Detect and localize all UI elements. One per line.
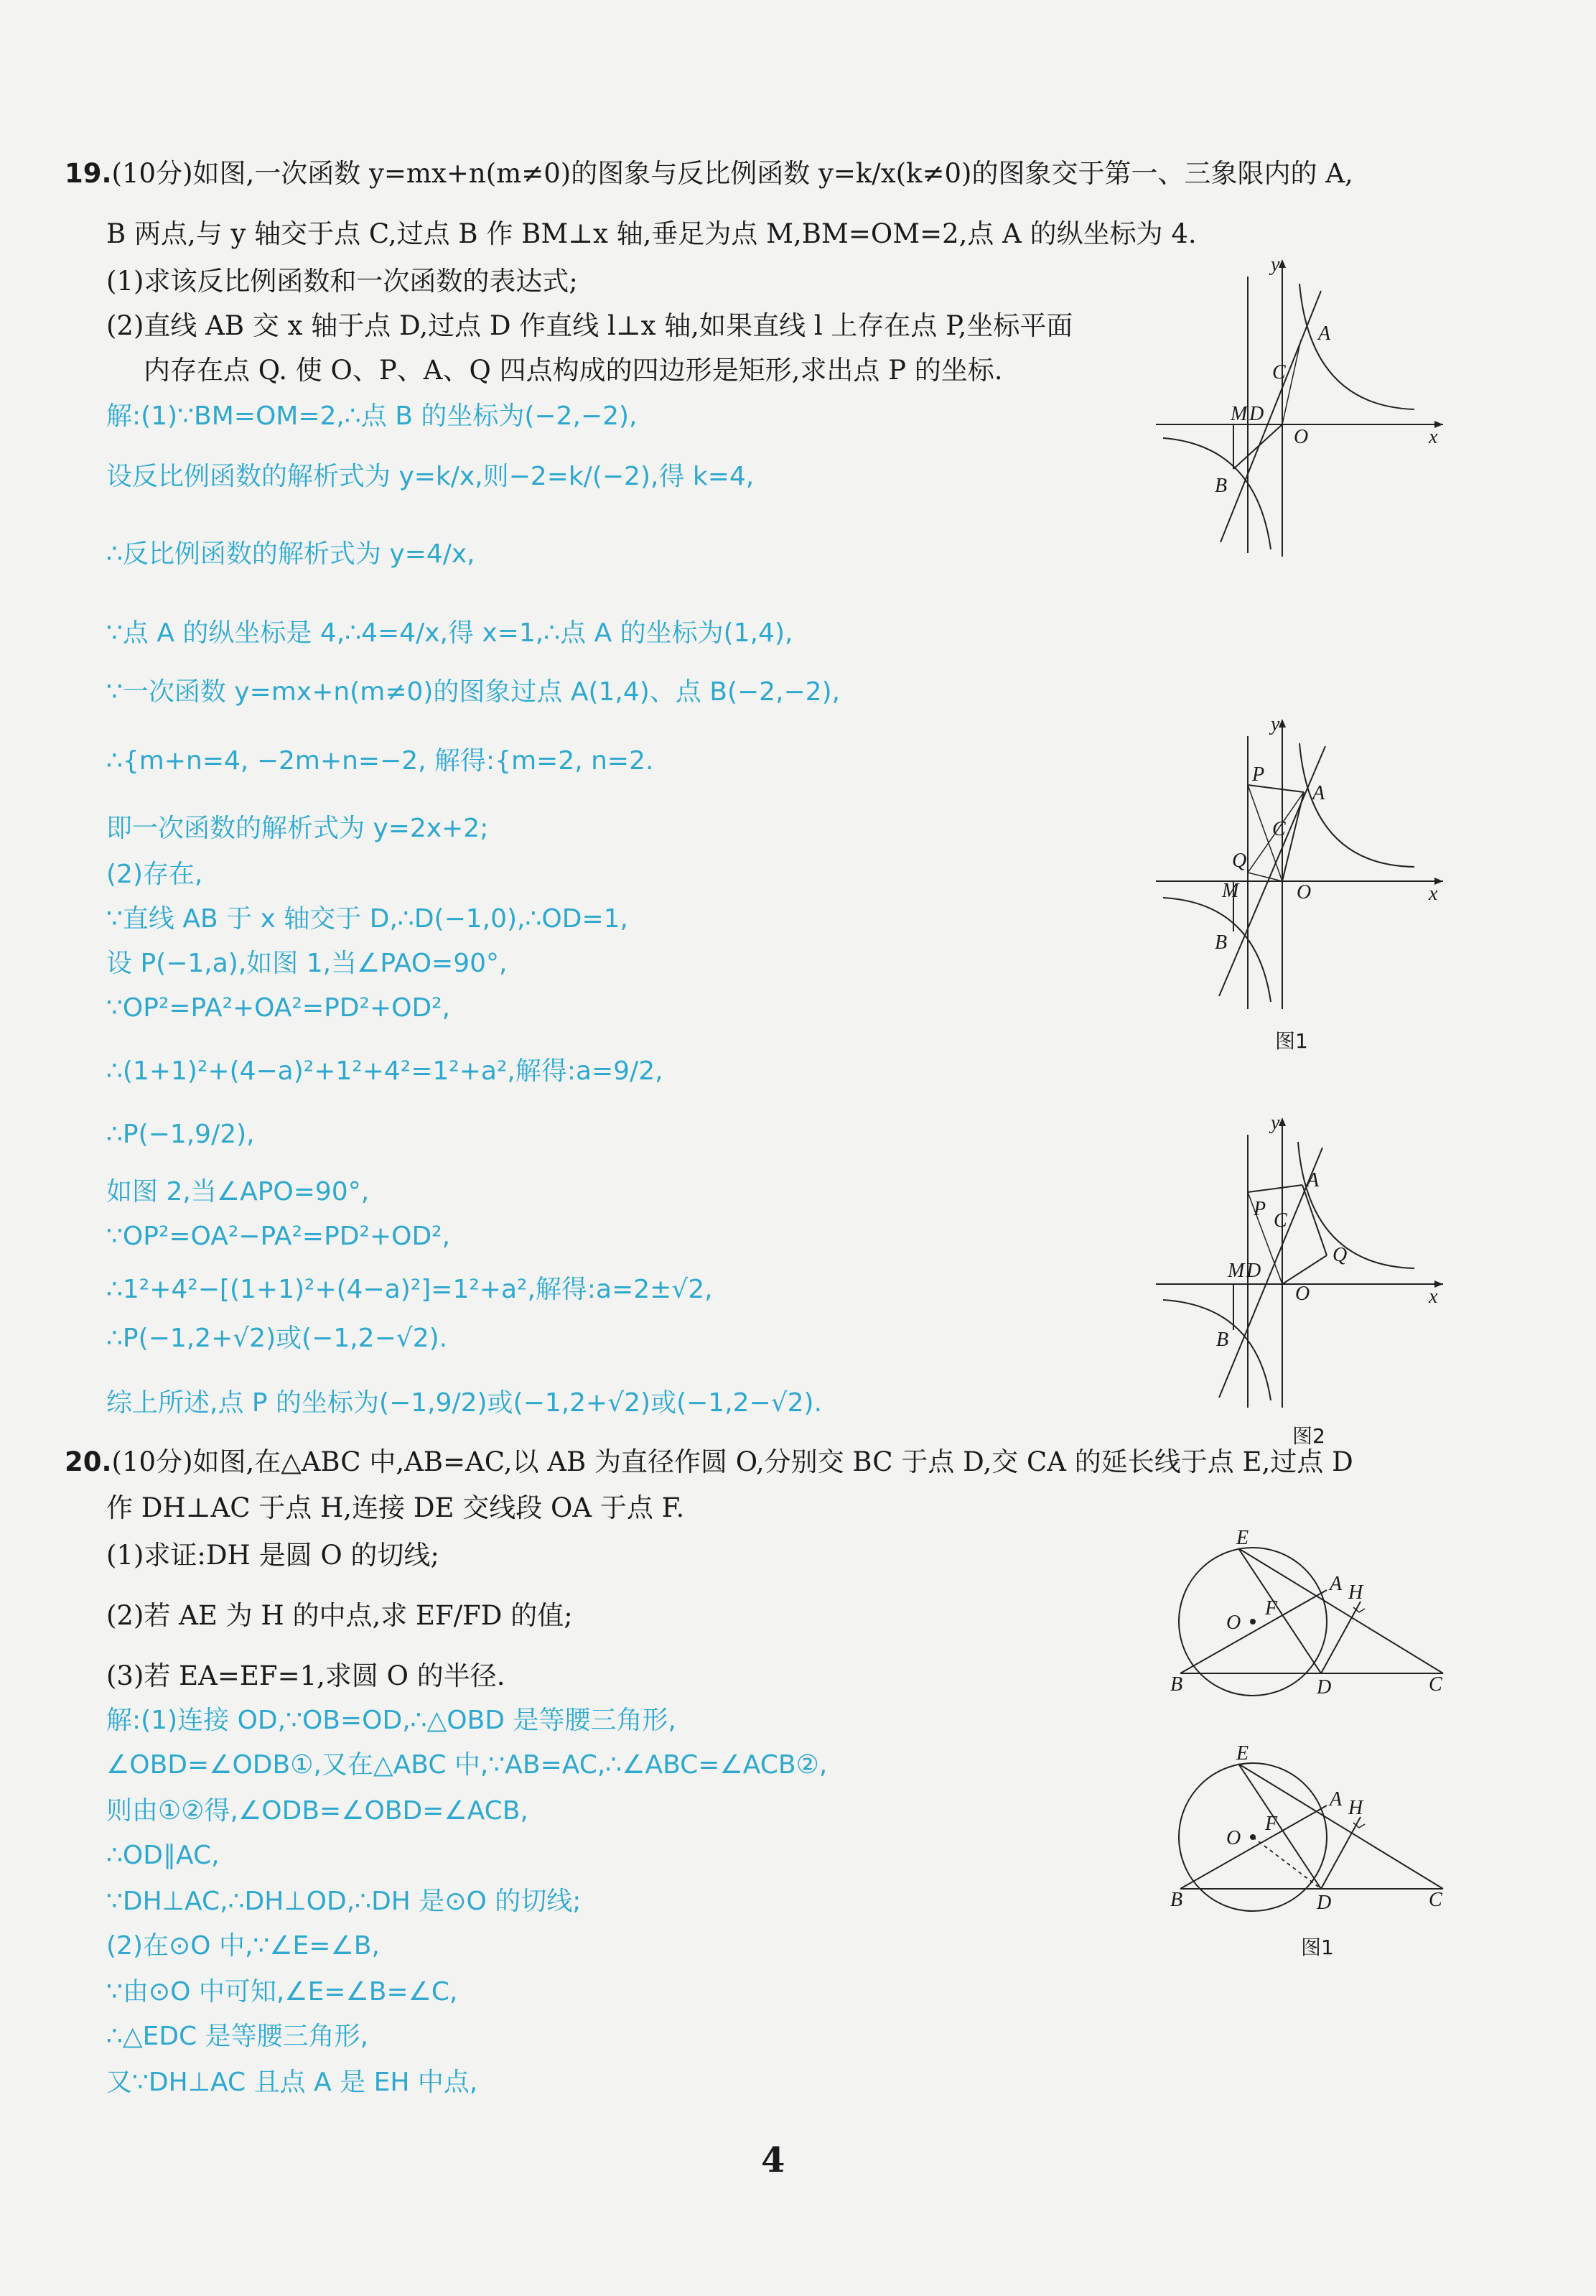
q19-line-3: (1)求该反比例函数和一次函数的表达式; — [106, 266, 578, 297]
svg-text:E: E — [1236, 1530, 1249, 1549]
q19-ans-3: ∴反比例函数的解析式为 y=4/x, — [106, 539, 475, 569]
q20-ans-4: ∴OD∥AC, — [106, 1841, 220, 1870]
svg-text:B: B — [1170, 1673, 1183, 1696]
q20-number: 20. — [65, 1446, 112, 1477]
svg-text:C: C — [1429, 1673, 1442, 1696]
q19-ans-11: ∵OP²=PA²+OA²=PD²+OD², — [106, 993, 451, 1023]
q19-ans-10: 设 P(−1,a),如图 1,当∠PAO=90°, — [106, 949, 508, 978]
q19-ans-17: ∴P(−1,2+√2)或(−1,2−√2). — [106, 1324, 448, 1353]
q20-line-2: 作 DH⊥AC 于点 H,连接 DE 交线段 OA 于点 F. — [106, 1492, 685, 1523]
q20-figure-main — [1170, 1530, 1457, 1702]
svg-text:C: C — [1272, 361, 1286, 384]
q20-figure-1-caption: 图1 — [1301, 1935, 1334, 1959]
q20-stem-1: (10分)如图,在△ABC 中,AB=AC,以 AB 为直径作圆 O,分别交 BC 于点 D,交 CA 的延长线于点 E,过点 D — [111, 1446, 1353, 1477]
svg-text:A: A — [1330, 1788, 1343, 1811]
q19-line-1 — [65, 157, 1353, 191]
svg-text:B: B — [1170, 1889, 1183, 1911]
svg-text:A: A — [1318, 322, 1331, 345]
svg-text:D: D — [1249, 403, 1264, 425]
q19-number: 19. — [65, 158, 112, 189]
q20-ans-9: 又∵DH⊥AC 且点 A 是 EH 中点, — [106, 2068, 478, 2097]
svg-text:B: B — [1215, 475, 1228, 497]
svg-text:D: D — [1317, 1892, 1332, 1914]
q19-ans-13: ∴P(−1,9/2), — [106, 1120, 255, 1149]
svg-text:C: C — [1272, 818, 1286, 840]
svg-text:y: y — [1271, 1113, 1280, 1134]
svg-text:A: A — [1312, 782, 1325, 804]
svg-text:C: C — [1274, 1209, 1287, 1232]
q20-ans-7: ∵由⊙O 中可知,∠E=∠B=∠C, — [106, 1977, 458, 2007]
svg-text:y: y — [1271, 715, 1280, 735]
q19-figure-2-caption: 图2 — [1292, 1424, 1325, 1448]
svg-text:D: D — [1317, 1676, 1332, 1698]
q19-ans-18: 综上所述,点 P 的坐标为(−1,9/2)或(−1,2+√2)或(−1,2−√2). — [106, 1388, 823, 1418]
q20-figure-1 — [1170, 1745, 1457, 1918]
svg-text:Q: Q — [1333, 1244, 1348, 1266]
q20-line-1 — [65, 1445, 1353, 1479]
q19-ans-12: ∴(1+1)²+(4−a)²+1²+4²=1²+a²,解得:a=9/2, — [106, 1056, 663, 1086]
svg-text:x: x — [1429, 883, 1438, 905]
svg-text:E: E — [1236, 1745, 1249, 1765]
q19-ans-15: ∵OP²=OA²−PA²=PD²+OD², — [106, 1222, 451, 1251]
svg-text:Q: Q — [1232, 850, 1247, 872]
svg-text:M: M — [1231, 403, 1248, 425]
q20-line-5: (3)若 EA=EF=1,求圆 O 的半径. — [106, 1660, 505, 1691]
q19-figure-1 — [1156, 715, 1450, 1016]
svg-text:F: F — [1265, 1597, 1278, 1619]
q20-line-4: (2)若 AE 为 H 的中点,求 EF/FD 的值; — [106, 1600, 573, 1631]
svg-text:M: M — [1222, 880, 1239, 902]
svg-text:H: H — [1348, 1581, 1363, 1604]
svg-text:D: D — [1246, 1260, 1261, 1282]
svg-text:H: H — [1348, 1797, 1363, 1819]
q19-line-5: 内存在点 Q. 使 O、P、A、Q 四点构成的四边形是矩形,求出点 P 的坐标. — [144, 355, 1003, 386]
q19-ans-4: ∵点 A 的纵坐标是 4,∴4=4/x,得 x=1,∴点 A 的坐标为(1,4), — [106, 618, 793, 648]
svg-text:x: x — [1429, 1286, 1438, 1308]
svg-text:O: O — [1294, 426, 1309, 448]
q19-figure-2 — [1156, 1113, 1450, 1415]
svg-text:x: x — [1429, 426, 1438, 448]
svg-text:F: F — [1265, 1813, 1278, 1835]
svg-text:A: A — [1330, 1573, 1343, 1595]
q19-line-4: (2)直线 AB 交 x 轴于点 D,过点 D 作直线 l⊥x 轴,如果直线 l 上存在点 P,坐标平面 — [106, 310, 1073, 341]
svg-text:y: y — [1271, 255, 1280, 276]
svg-text:O: O — [1226, 1612, 1241, 1634]
q19-figure-1-caption: 图1 — [1275, 1029, 1308, 1053]
q19-figure-main — [1156, 255, 1450, 564]
q19-line-2: B 两点,与 y 轴交于点 C,过点 B 作 BM⊥x 轴,垂足为点 M,BM=OM=2,点 A 的纵坐标为 4. — [106, 218, 1197, 249]
q19-ans-8: (2)存在, — [106, 860, 203, 889]
q20-line-3: (1)求证:DH 是圆 O 的切线; — [106, 1540, 439, 1571]
q20-ans-2: ∠OBD=∠ODB①,又在△ABC 中,∵AB=AC,∴∠ABC=∠ACB②, — [106, 1750, 828, 1780]
svg-text:M: M — [1228, 1260, 1245, 1282]
q19-ans-9: ∵直线 AB 于 x 轴交于 D,∴D(−1,0),∴OD=1, — [106, 904, 628, 934]
q19-ans-5: ∵一次函数 y=mx+n(m≠0)的图象过点 A(1,4)、点 B(−2,−2), — [106, 677, 841, 707]
svg-text:O: O — [1226, 1827, 1241, 1849]
q20-ans-6: (2)在⊙O 中,∵∠E=∠B, — [106, 1931, 380, 1961]
svg-text:B: B — [1216, 1329, 1229, 1351]
q20-ans-3: 则由①②得,∠ODB=∠OBD=∠ACB, — [106, 1796, 528, 1826]
svg-text:B: B — [1215, 931, 1228, 954]
q19-ans-2: 设反比例函数的解析式为 y=k/x,则−2=k/(−2),得 k=4, — [106, 462, 755, 491]
q19-ans-1: 解:(1)∵BM=OM=2,∴点 B 的坐标为(−2,−2), — [106, 401, 638, 431]
q20-ans-5: ∵DH⊥AC,∴DH⊥OD,∴DH 是⊙O 的切线; — [106, 1887, 582, 1916]
q20-ans-8: ∴△EDC 是等腰三角形, — [106, 2022, 369, 2051]
q19-ans-14: 如图 2,当∠APO=90°, — [106, 1177, 370, 1207]
q20-ans-1: 解:(1)连接 OD,∵OB=OD,∴△OBD 是等腰三角形, — [106, 1706, 676, 1735]
q19-ans-7: 即一次函数的解析式为 y=2x+2; — [106, 814, 489, 843]
svg-text:P: P — [1254, 1198, 1266, 1220]
svg-text:A: A — [1307, 1169, 1320, 1191]
page-number: 4 — [761, 2140, 785, 2180]
svg-text:O: O — [1295, 1283, 1310, 1305]
q19-ans-6: ∴{m+n=4, −2m+n=−2, 解得:{m=2, n=2. — [106, 746, 654, 776]
svg-text:C: C — [1429, 1889, 1442, 1911]
q19-ans-16: ∴1²+4²−[(1+1)²+(4−a)²]=1²+a²,解得:a=2±√2, — [106, 1275, 713, 1304]
svg-text:P: P — [1252, 763, 1265, 786]
q19-stem-1: (10分)如图,一次函数 y=mx+n(m≠0)的图象与反比例函数 y=k/x(k≠0)的图象交于第一、三象限内的 A, — [111, 158, 1353, 189]
svg-text:O: O — [1297, 881, 1312, 903]
